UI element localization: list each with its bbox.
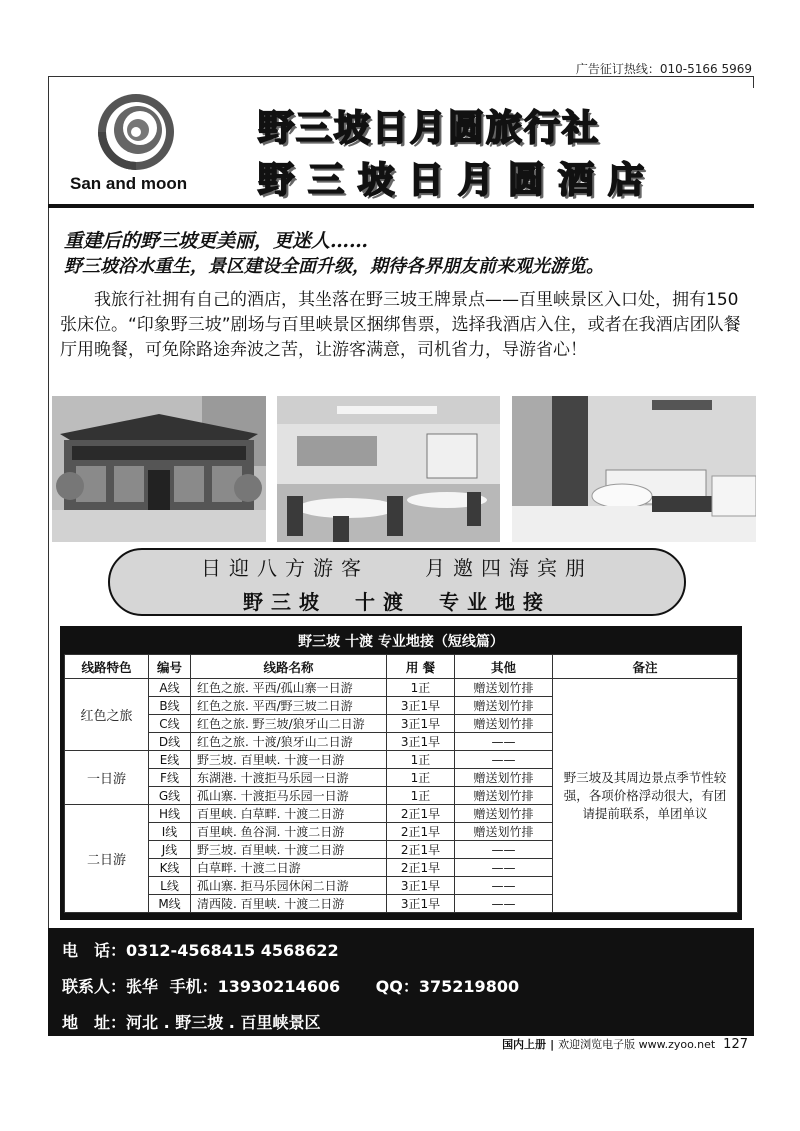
route-name: 红色之旅. 野三坡/狼牙山二日游 [191, 715, 387, 733]
header-route-name: 线路名称 [191, 655, 387, 679]
route-code: C线 [149, 715, 191, 733]
spiral-logo-icon [94, 92, 178, 172]
route-other: 赠送划竹排 [455, 787, 553, 805]
footer-separator: | [550, 1038, 555, 1051]
mobile-value: 13930214606 [217, 977, 341, 996]
slogan-banner [108, 548, 686, 616]
address-line [62, 1010, 320, 1033]
route-meal: 1正 [387, 679, 455, 697]
top-rule [48, 76, 754, 77]
route-other: —— [455, 751, 553, 769]
route-name: 孤山寨. 拒马乐园休闲二日游 [191, 877, 387, 895]
route-meal: 1正 [387, 769, 455, 787]
route-name: 东湖港. 十渡拒马乐园一日游 [191, 769, 387, 787]
route-name: 红色之旅. 十渡/狼牙山二日游 [191, 733, 387, 751]
person-value: 张华 [126, 977, 159, 996]
footer-section: 国内上册 [502, 1038, 547, 1051]
route-code: A线 [149, 679, 191, 697]
route-other: 赠送划竹排 [455, 697, 553, 715]
slogan-line-1: 重建后的野三坡更美丽，更迷人…… [64, 230, 369, 252]
route-code: K线 [149, 859, 191, 877]
route-code: G线 [149, 787, 191, 805]
phone-label: 电 话： [62, 941, 127, 960]
route-meal: 2正1早 [387, 823, 455, 841]
route-code: H线 [149, 805, 191, 823]
header-feature: 线路特色 [65, 655, 149, 679]
route-other: 赠送划竹排 [455, 715, 553, 733]
route-meal: 2正1早 [387, 805, 455, 823]
route-other: 赠送划竹排 [455, 679, 553, 697]
page-footer [502, 1036, 748, 1052]
header-other: 其他 [455, 655, 553, 679]
route-code: M线 [149, 895, 191, 913]
intro-paragraph: 我旅行社拥有自己的酒店，其坐落在野三坡王牌景点——百里峡景区入口处，拥有150张床位。“印象野三坡”剧场与百里峡景区捆绑售票，选择我酒店入住，或者在我酒店团队餐厅用晚餐，可免除路途奔波之苦，让游客满意，司机省力，导游省心！ [60, 290, 741, 360]
address-label: 地 址： [62, 1013, 127, 1032]
route-name: 野三坡. 百里峡. 十渡一日游 [191, 751, 387, 769]
route-name: 孤山寨. 十渡拒马乐园一日游 [191, 787, 387, 805]
photo-hotel-exterior [52, 396, 266, 542]
page-number: 127 [723, 1037, 748, 1052]
route-name: 红色之旅. 平西/野三坡二日游 [191, 697, 387, 715]
hotel-title: 野三坡日月圆酒店 [258, 160, 659, 201]
route-code: B线 [149, 697, 191, 715]
phone-value: 0312-4568415 4568622 [126, 941, 339, 960]
route-meal: 2正1早 [387, 841, 455, 859]
route-table-panel [60, 626, 742, 920]
route-other: —— [455, 877, 553, 895]
route-other: —— [455, 895, 553, 913]
route-meal: 2正1早 [387, 859, 455, 877]
route-meal: 1正 [387, 751, 455, 769]
route-code: D线 [149, 733, 191, 751]
route-code: F线 [149, 769, 191, 787]
photo-restaurant-interior [277, 396, 500, 542]
table-title: 野三坡 十渡 专业地接（短线篇） [298, 634, 504, 650]
person-label: 联系人： [62, 977, 127, 996]
header-rule [48, 204, 754, 208]
route-meal: 3正1早 [387, 733, 455, 751]
slogan-line-2: 野三坡浴水重生，景区建设全面升级，期待各界朋友前来观光游览。 [64, 256, 604, 277]
contact-panel [48, 928, 754, 1036]
route-other: —— [455, 841, 553, 859]
table-note: 野三坡及其周边景点季节性较强，各项价格浮动很大，有团请提前联系，单团单议 [553, 679, 738, 913]
route-name: 百里峡. 白草畔. 十渡二日游 [191, 805, 387, 823]
group-red-tour: 红色之旅 [65, 679, 149, 751]
mobile-label: 手机： [169, 977, 218, 996]
header-note: 备注 [553, 655, 738, 679]
route-code: I线 [149, 823, 191, 841]
group-two-day: 二日游 [65, 805, 149, 913]
qq-label: QQ： [375, 977, 419, 996]
route-table [64, 654, 738, 913]
route-code: L线 [149, 877, 191, 895]
hotline: 广告征订热线：010-5166 5969 [575, 62, 752, 76]
route-name: 野三坡. 百里峡. 十渡二日游 [191, 841, 387, 859]
route-other: 赠送划竹排 [455, 769, 553, 787]
route-meal: 3正1早 [387, 877, 455, 895]
photo-guest-room [512, 396, 756, 542]
address-value: 河北 . 野三坡 . 百里峡景区 [126, 1013, 321, 1032]
table-row [65, 679, 738, 697]
header-code: 编号 [149, 655, 191, 679]
route-other: —— [455, 859, 553, 877]
qq-value: 375219800 [418, 977, 520, 996]
banner-line-2: 野三坡 十渡 专业地接 [243, 590, 551, 614]
route-meal: 3正1早 [387, 895, 455, 913]
route-other: —— [455, 733, 553, 751]
top-tick [753, 76, 754, 88]
route-name: 红色之旅. 平西/孤山寨一日游 [191, 679, 387, 697]
route-meal: 1正 [387, 787, 455, 805]
frame-left [48, 76, 49, 1036]
route-meal: 3正1早 [387, 697, 455, 715]
logo [66, 90, 216, 200]
footer-welcome: 欢迎浏览电子版 www.zyoo.net [558, 1038, 716, 1051]
table-header-row [65, 655, 738, 679]
header-meal: 用 餐 [387, 655, 455, 679]
route-code: E线 [149, 751, 191, 769]
route-meal: 3正1早 [387, 715, 455, 733]
logo-text: San and moon [70, 174, 188, 193]
contact-person-line [62, 974, 519, 997]
route-name: 白草畔. 十渡二日游 [191, 859, 387, 877]
route-code: J线 [149, 841, 191, 859]
agency-title: 野三坡日月圆旅行社 [258, 108, 601, 149]
banner-line-1: 日迎八方游客 月邀四海宾朋 [201, 556, 593, 580]
route-name: 清西陵. 百里峡. 十渡二日游 [191, 895, 387, 913]
route-name: 百里峡. 鱼谷洞. 十渡二日游 [191, 823, 387, 841]
route-other: 赠送划竹排 [455, 823, 553, 841]
group-one-day: 一日游 [65, 751, 149, 805]
route-other: 赠送划竹排 [455, 805, 553, 823]
phone-line [62, 938, 339, 961]
